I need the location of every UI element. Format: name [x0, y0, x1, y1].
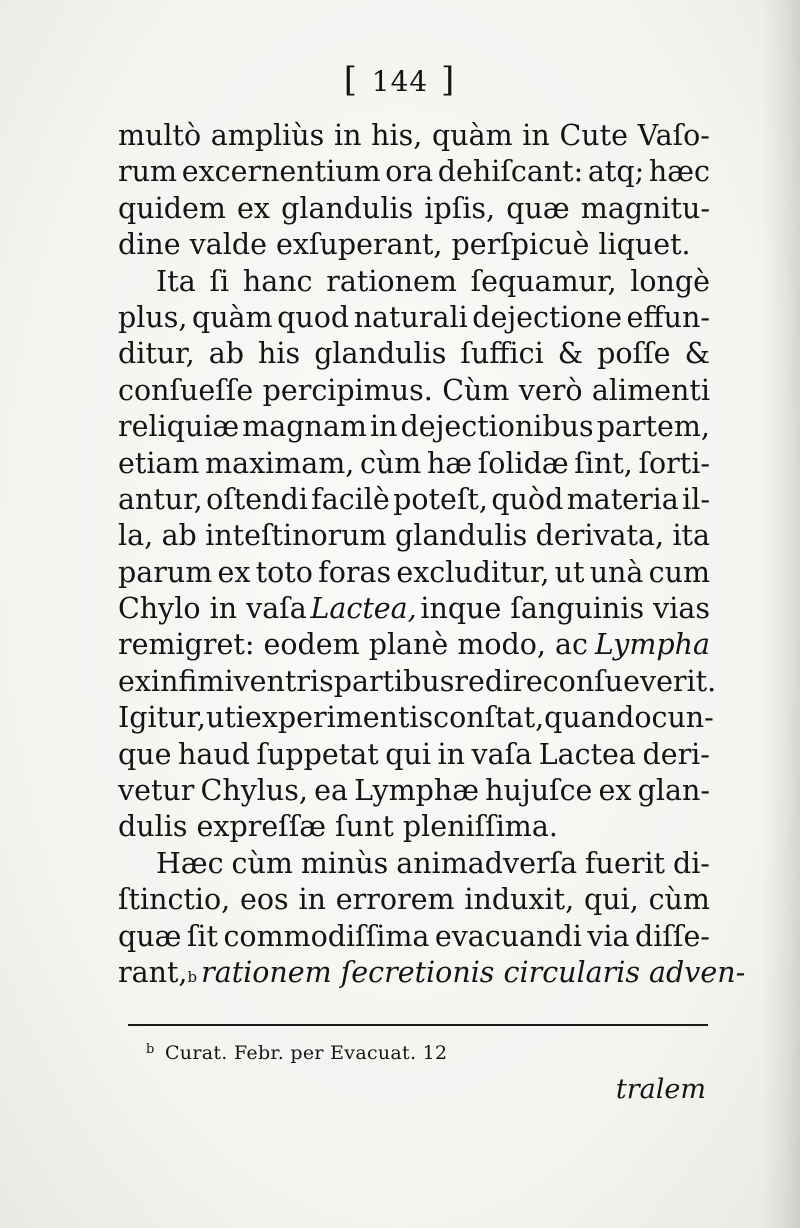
text-line — [118, 555, 710, 591]
word: glandulis — [281, 191, 414, 225]
text-line — [118, 664, 717, 700]
word: quàm — [191, 300, 273, 334]
word: hanc — [242, 264, 313, 298]
paragraph-start-line — [118, 846, 710, 882]
text-segment: Chylo in vaſa — [118, 592, 307, 626]
text-line: dulis expreſſæ ſunt pleniſſima. — [118, 810, 558, 844]
word: cùm — [359, 446, 422, 480]
text-line — [118, 118, 710, 154]
word: excernentium — [181, 155, 381, 189]
word: quàm — [431, 119, 513, 152]
word: quandocun- — [544, 701, 714, 735]
text-segment: inque ſanguinis vias — [420, 592, 710, 626]
word: ut — [554, 555, 585, 589]
word: animadverſa — [396, 846, 578, 880]
text-line — [118, 955, 746, 991]
word: hæ — [426, 446, 473, 480]
text-segment: rant, — [118, 955, 188, 989]
page-number: 144 — [371, 65, 429, 98]
word: ventris — [233, 664, 334, 698]
word: poteſt, — [393, 482, 488, 516]
word: que — [118, 737, 172, 771]
word: errorem — [335, 883, 455, 917]
word: ab — [208, 337, 245, 371]
word: conſueverit. — [542, 664, 717, 698]
word: quæ — [506, 191, 570, 225]
word: percipimus. — [262, 373, 433, 407]
word: Vaſo- — [637, 119, 710, 152]
word: derivata, — [535, 519, 665, 553]
word: evacuandi — [434, 919, 582, 953]
word: il- — [682, 482, 710, 516]
text-line — [118, 409, 710, 445]
word: etiam — [118, 446, 200, 480]
word: ita — [672, 519, 710, 553]
word: conſtat, — [433, 701, 545, 735]
word: cùm — [648, 883, 710, 917]
italic-term: Lactea, — [310, 592, 417, 626]
word: fuerit — [585, 846, 666, 880]
word: & — [684, 337, 710, 371]
word: glan- — [637, 774, 710, 808]
word: glandulis — [314, 337, 447, 371]
footnote-reference — [187, 955, 745, 991]
word: rationem — [326, 264, 457, 298]
word: facilè — [311, 482, 390, 516]
word: maximam, — [205, 446, 355, 480]
word: inteſtinorum — [205, 519, 387, 553]
word: excluditur, — [396, 555, 550, 589]
page-header — [0, 60, 800, 100]
word: commodiſſima — [223, 919, 430, 953]
word: verò — [518, 373, 583, 407]
word: atq; — [587, 155, 645, 189]
word: longè — [630, 264, 710, 298]
word: cum — [648, 555, 710, 589]
word: Igitur, — [118, 701, 206, 735]
word: reliquiæ — [118, 410, 240, 444]
text-segment: remigret: eodem planè modo, ac — [118, 628, 588, 662]
word: deri- — [642, 737, 710, 771]
word: Lymphæ — [354, 774, 480, 808]
footnote — [146, 1042, 447, 1064]
text-line — [118, 336, 710, 372]
text-line — [118, 482, 710, 518]
word: via — [587, 919, 630, 953]
word: infimi — [150, 664, 234, 698]
word: partem, — [596, 410, 710, 444]
word: alimenti — [591, 373, 710, 407]
text-line: dine valde exſuperant, perſpicuè liquet. — [118, 228, 691, 262]
text-line — [118, 737, 710, 773]
word: his, — [371, 119, 423, 152]
word: dehiſcant: — [437, 155, 584, 189]
word: dejectionibus — [400, 410, 594, 444]
word: ſuffici — [460, 337, 544, 371]
word: quod — [277, 300, 350, 334]
word: naturali — [353, 300, 468, 334]
word: glandulis — [395, 519, 528, 553]
catchword: tralem — [615, 1074, 706, 1105]
main-text-block — [118, 118, 746, 991]
text-line — [118, 446, 710, 482]
word: uti — [205, 701, 245, 735]
text-line — [118, 373, 710, 409]
word: effun- — [626, 300, 710, 334]
word: ſequamur, — [470, 264, 617, 298]
footnote-marker: b — [146, 1042, 155, 1057]
footnote-text: Curat. Febr. per Evacuat. 12 — [164, 1042, 448, 1064]
word: ea — [314, 774, 348, 808]
word: diſſe- — [634, 919, 710, 953]
word: di- — [672, 846, 710, 880]
text-line — [118, 773, 710, 809]
word: in — [333, 119, 362, 152]
word: ab — [161, 519, 197, 553]
word: magnitu- — [580, 191, 710, 225]
word: induxit, — [464, 883, 575, 917]
text-line — [118, 300, 710, 336]
word: toto — [255, 555, 313, 589]
word: ex — [237, 191, 270, 225]
word: quòd — [491, 482, 564, 516]
word: plus, — [118, 300, 188, 334]
text-line — [118, 882, 710, 918]
italic-term: Lympha — [594, 628, 710, 662]
word: ampliùs — [210, 119, 325, 152]
word: ora — [385, 155, 434, 189]
word: Ita — [156, 264, 196, 298]
footnote-rule — [128, 1024, 708, 1026]
italic-phrase: rationem ſecretionis circularis adven- — [201, 955, 746, 989]
word: in — [522, 119, 550, 152]
word: eos — [240, 883, 289, 917]
word: quæ — [118, 919, 182, 953]
word: & — [557, 337, 584, 371]
word: foras — [318, 555, 392, 589]
word: ſit — [186, 919, 218, 953]
word: his — [258, 337, 301, 371]
text-line — [118, 154, 710, 190]
header-open-bracket: [ — [343, 60, 359, 100]
word: hæc — [648, 155, 710, 189]
word: Hæc — [156, 846, 224, 880]
word: ex — [118, 664, 151, 698]
footnote-ref-marker: b — [187, 967, 198, 986]
word: ſi — [209, 264, 230, 298]
word: redire — [454, 664, 543, 698]
header-close-bracket: ] — [441, 60, 457, 100]
word: partibus — [333, 664, 455, 698]
word: ſolidæ — [477, 446, 569, 480]
word: cùm — [231, 846, 293, 880]
word: rum — [118, 155, 178, 189]
word: antur, — [118, 482, 203, 516]
word: conſueſſe — [118, 373, 254, 407]
text-line — [118, 518, 710, 554]
text-line — [118, 591, 710, 627]
word: ſtinctio, — [118, 883, 231, 917]
word: qui — [385, 737, 431, 771]
word: quidem — [118, 191, 226, 225]
word: materia — [566, 482, 679, 516]
word: ex — [598, 774, 632, 808]
word: in — [369, 410, 398, 444]
word: minùs — [300, 846, 389, 880]
word: Cùm — [442, 373, 510, 407]
text-line — [118, 919, 710, 955]
gutter-shadow — [762, 0, 800, 1228]
word: poſſe — [597, 337, 671, 371]
word: haud — [178, 737, 250, 771]
word: magnam — [242, 410, 367, 444]
word: ſint, — [574, 446, 633, 480]
word: la, — [118, 519, 154, 553]
word: ſorti- — [638, 446, 710, 480]
word: hujuſce — [485, 774, 593, 808]
word: Cute — [559, 119, 628, 152]
word: vetur — [118, 774, 195, 808]
text-line — [118, 627, 710, 663]
word: parum — [118, 555, 213, 589]
word: ex — [217, 555, 251, 589]
paragraph-start-line — [118, 264, 710, 300]
word: Lactea — [538, 737, 636, 771]
text-line — [118, 191, 710, 227]
word: Chylus, — [200, 774, 308, 808]
word: vaſa — [471, 737, 533, 771]
word: ditur, — [118, 337, 195, 371]
word: unà — [589, 555, 644, 589]
word: ſuppetat — [256, 737, 379, 771]
word: in — [298, 883, 326, 917]
word: experimentis — [244, 701, 434, 735]
text-line — [118, 700, 714, 736]
word: in — [437, 737, 465, 771]
word: multò — [118, 119, 202, 152]
word: ipſis, — [424, 191, 496, 225]
word: oſtendi — [206, 482, 308, 516]
word: qui, — [584, 883, 639, 917]
word: dejectione — [472, 300, 622, 334]
